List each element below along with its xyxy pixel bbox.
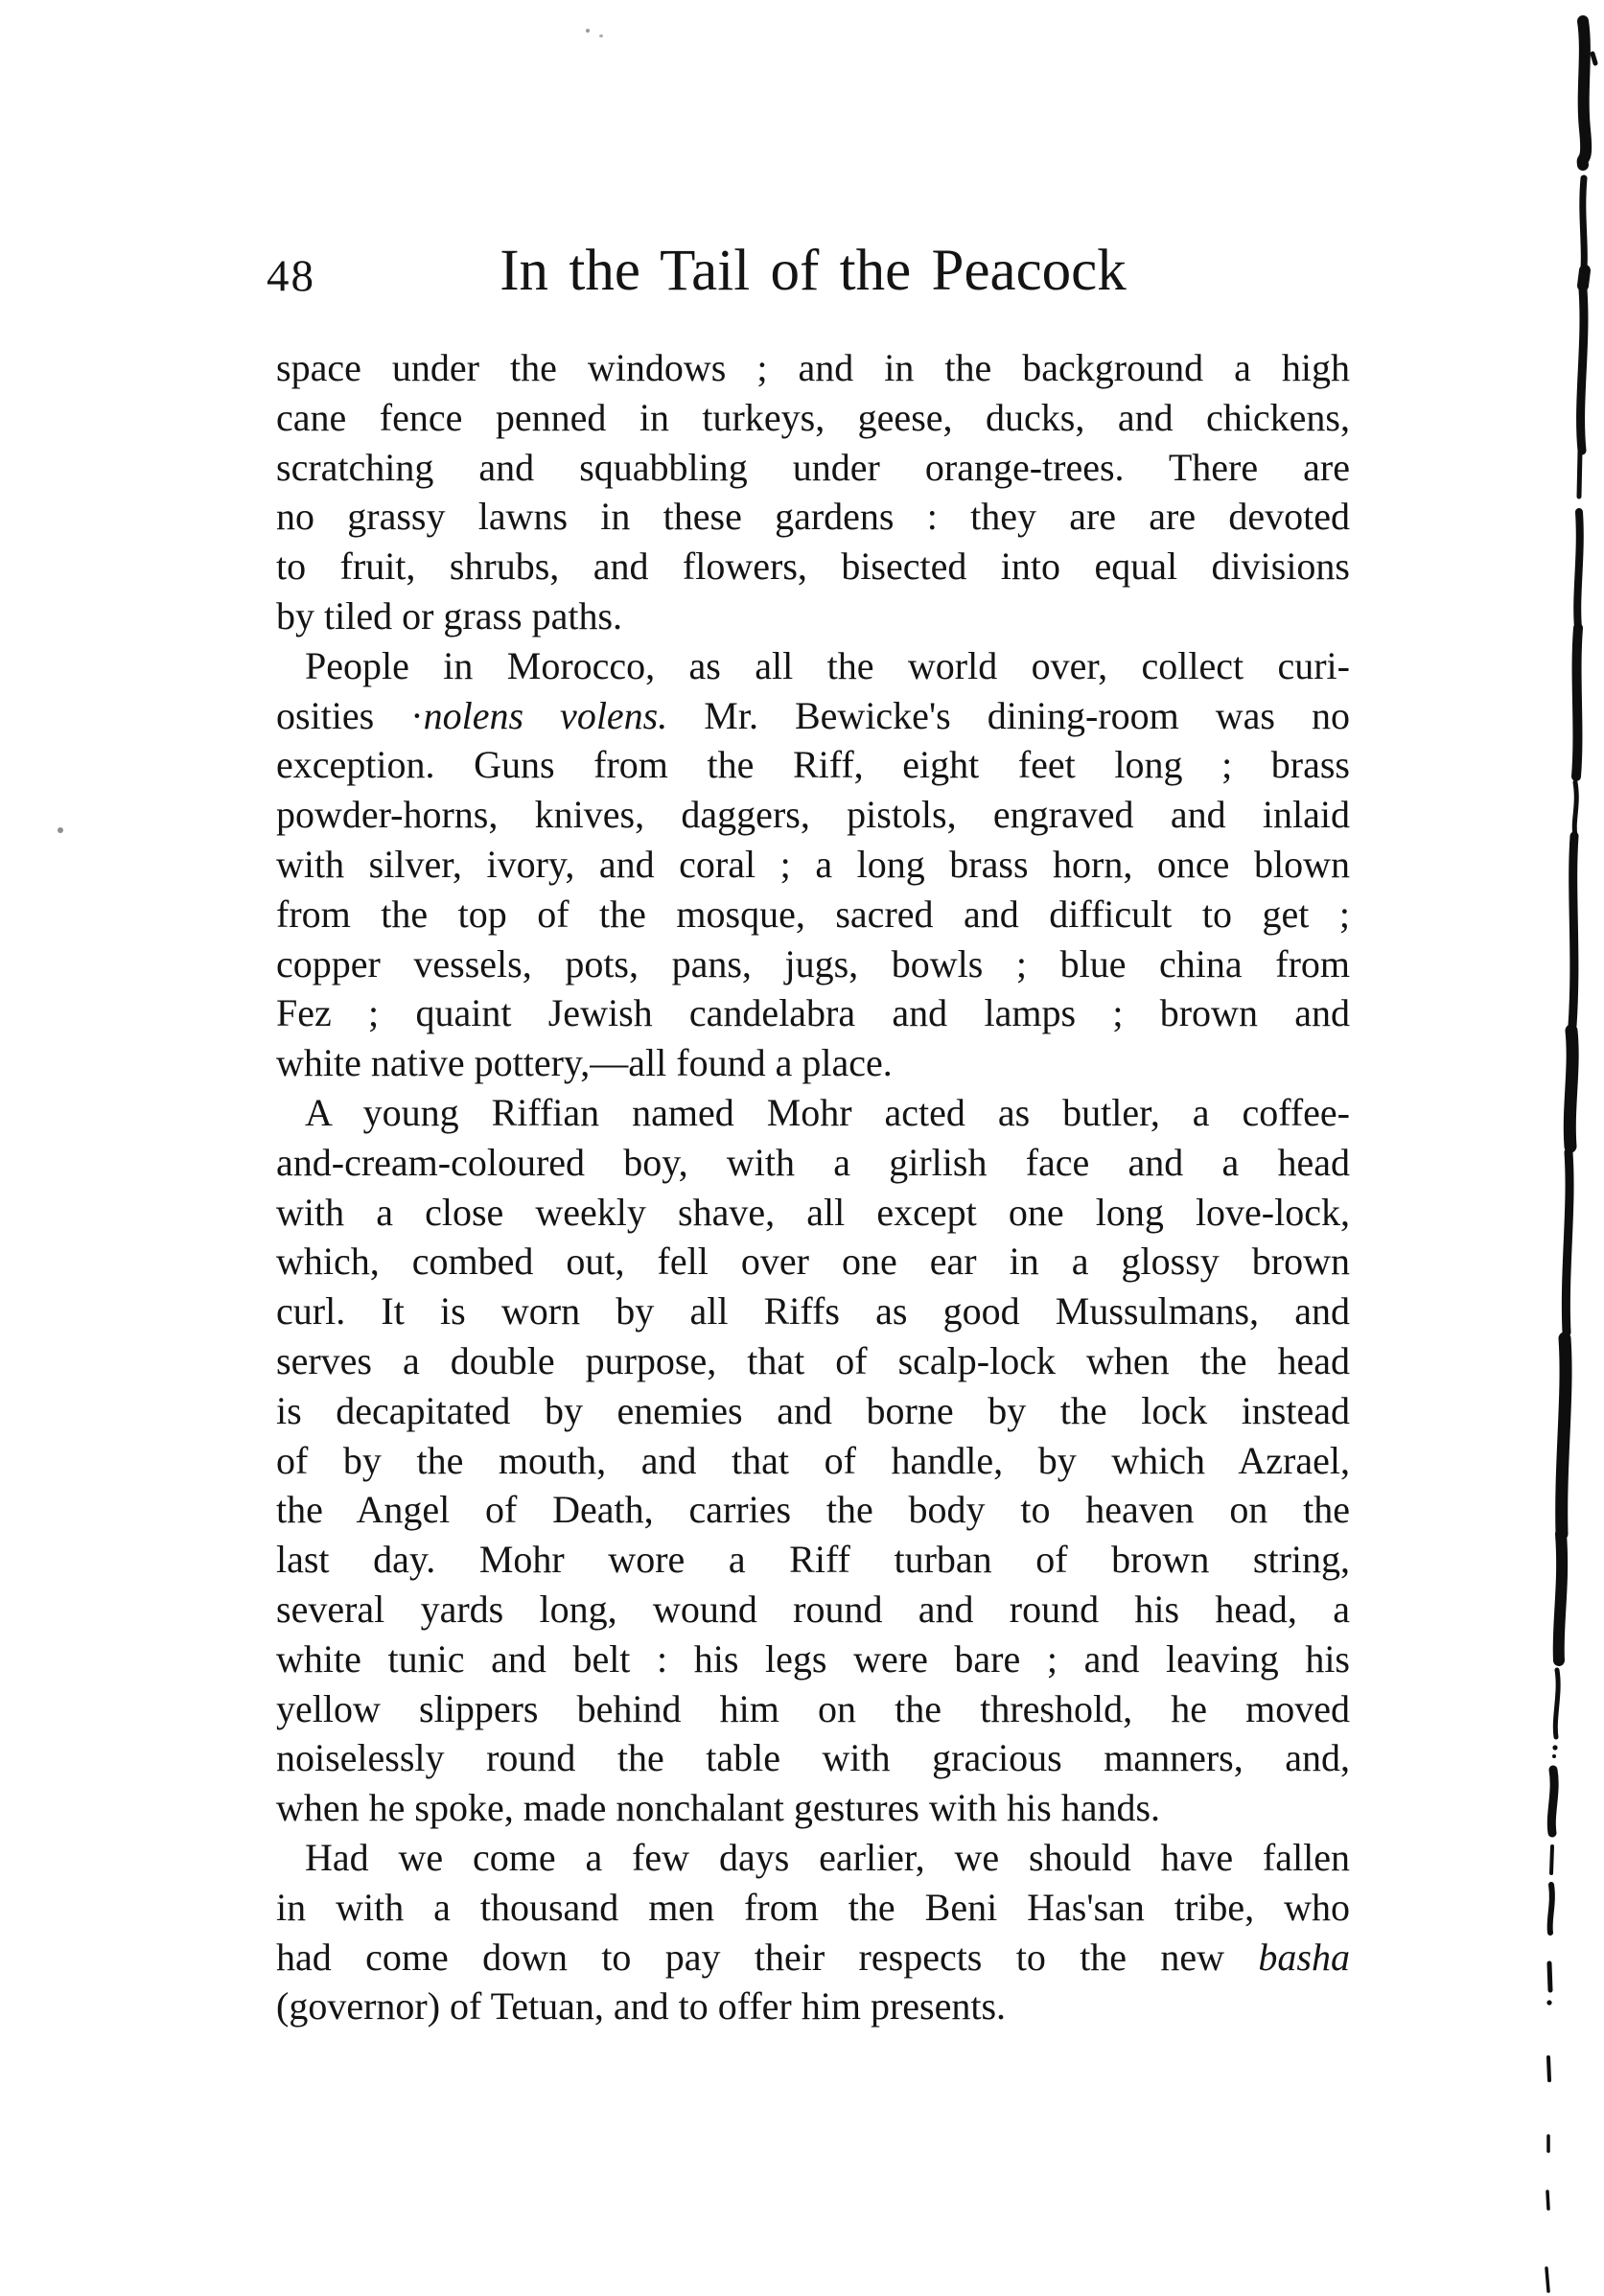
text-line	[276, 840, 1350, 890]
text-line	[276, 1585, 1350, 1635]
text-run: is decapitated by enemies and borne by the lock instead	[276, 1388, 1350, 1432]
text-line	[276, 1933, 1350, 1983]
text-line	[276, 939, 1350, 989]
text-line	[276, 443, 1350, 493]
text-run: osities ·	[276, 693, 424, 737]
text-line	[276, 1188, 1350, 1238]
scan-speck	[599, 35, 603, 37]
text-run: scratching and squabbling under orange-trees. There are	[276, 445, 1350, 489]
text-line	[276, 591, 1350, 641]
text-run: by tiled or grass paths.	[276, 593, 623, 638]
text-line	[276, 790, 1350, 840]
text-run: had come down to pay their respects to the new	[276, 1935, 1259, 1979]
text-line	[276, 1237, 1350, 1287]
text-run: exception. Guns from the Riff, eight feet long ; brass	[276, 743, 1350, 787]
text-run: no grassy lawns in these gardens : they are are devoted	[276, 495, 1350, 539]
text-line	[276, 1833, 1350, 1883]
text-run: which, combed out, fell over one ear in a glossy brown	[276, 1240, 1350, 1284]
text-run: serves a double purpose, that of scalp-lock when the head	[276, 1338, 1350, 1382]
text-line	[276, 1733, 1350, 1783]
text-line	[276, 393, 1350, 443]
italic-text-run: basha	[1258, 1935, 1350, 1979]
text-line	[276, 691, 1350, 741]
italic-text-run: nolens volens.	[423, 693, 668, 737]
text-run: and-cream-coloured boy, with a girlish face and a head	[276, 1140, 1350, 1184]
text-line	[276, 343, 1350, 393]
text-run: last day. Mohr wore a Riff turban of brown string,	[276, 1538, 1350, 1582]
text-run: in with a thousand men from the Beni Has'san tribe, who	[276, 1885, 1350, 1929]
text-line	[276, 1535, 1350, 1585]
text-run: of by the mouth, and that of handle, by which Azrael,	[276, 1438, 1350, 1482]
text-run: several yards long, wound round and round his head, a	[276, 1587, 1350, 1631]
text-run: Fez ; quaint Jewish candelabra and lamps ; brown and	[276, 991, 1350, 1035]
text-run: People in Morocco, as all the world over, collect curi-	[305, 643, 1350, 687]
text-line	[276, 1635, 1350, 1684]
text-run: with a close weekly shave, all except one long love-lock,	[276, 1190, 1350, 1234]
text-line	[276, 1783, 1350, 1833]
text-line	[276, 988, 1350, 1038]
text-run: Mr. Bewicke's dining-room was no	[667, 693, 1350, 737]
text-run: yellow slippers behind him on the threshold, he moved	[276, 1686, 1350, 1730]
page-title: In the Tail of the Peacock	[500, 239, 1127, 303]
text-run: copper vessels, pots, pans, jugs, bowls ; blue china from	[276, 941, 1350, 986]
text-run: space under the windows ; and in the background a high	[276, 346, 1350, 389]
text-line	[276, 1287, 1350, 1336]
text-line	[276, 1982, 1350, 2031]
text-run: curl. It is worn by all Riffs as good Mussulmans, and	[276, 1289, 1350, 1334]
text-run: noiselessly round the table with gracious manners, and,	[276, 1736, 1350, 1780]
text-run: powder-horns, knives, daggers, pistols, engraved and inlaid	[276, 793, 1350, 837]
text-line	[276, 740, 1350, 790]
text-line	[276, 1436, 1350, 1486]
text-line	[276, 1386, 1350, 1436]
text-run: A young Riffian named Mohr acted as butler, a coffee-	[305, 1090, 1350, 1134]
text-line	[276, 1336, 1350, 1386]
text-run: to fruit, shrubs, and flowers, bisected into equal divisions	[276, 545, 1350, 589]
text-line	[276, 641, 1350, 691]
body-text	[276, 343, 1350, 2031]
scan-speck	[58, 827, 63, 833]
text-line	[276, 1883, 1350, 1933]
text-line	[276, 1088, 1350, 1138]
text-line	[276, 1485, 1350, 1535]
text-line	[276, 1138, 1350, 1188]
text-run: white tunic and belt : his legs were bare ; and leaving his	[276, 1636, 1350, 1681]
text-run: cane fence penned in turkeys, geese, ducks, and chickens,	[276, 395, 1350, 439]
text-run: the Angel of Death, carries the body to heaven on the	[276, 1488, 1350, 1532]
text-run: Had we come a few days earlier, we should have fallen	[305, 1835, 1350, 1879]
text-run: from the top of the mosque, sacred and difficult to get ;	[276, 892, 1350, 936]
text-line	[276, 890, 1350, 939]
text-run: with silver, ivory, and coral ; a long brass horn, once blown	[276, 842, 1350, 886]
text-run: white native pottery,—all found a place.	[276, 1041, 893, 1085]
text-run: (governor) of Tetuan, and to offer him presents.	[276, 1984, 1007, 2029]
page-header	[267, 239, 1350, 303]
text-line	[276, 1684, 1350, 1734]
page-number: 48	[267, 251, 315, 301]
text-line	[276, 492, 1350, 542]
scan-speck	[586, 29, 590, 33]
text-line	[276, 542, 1350, 591]
text-line	[276, 1038, 1350, 1088]
text-run: when he spoke, made nonchalant gestures with his hands.	[276, 1786, 1161, 1830]
